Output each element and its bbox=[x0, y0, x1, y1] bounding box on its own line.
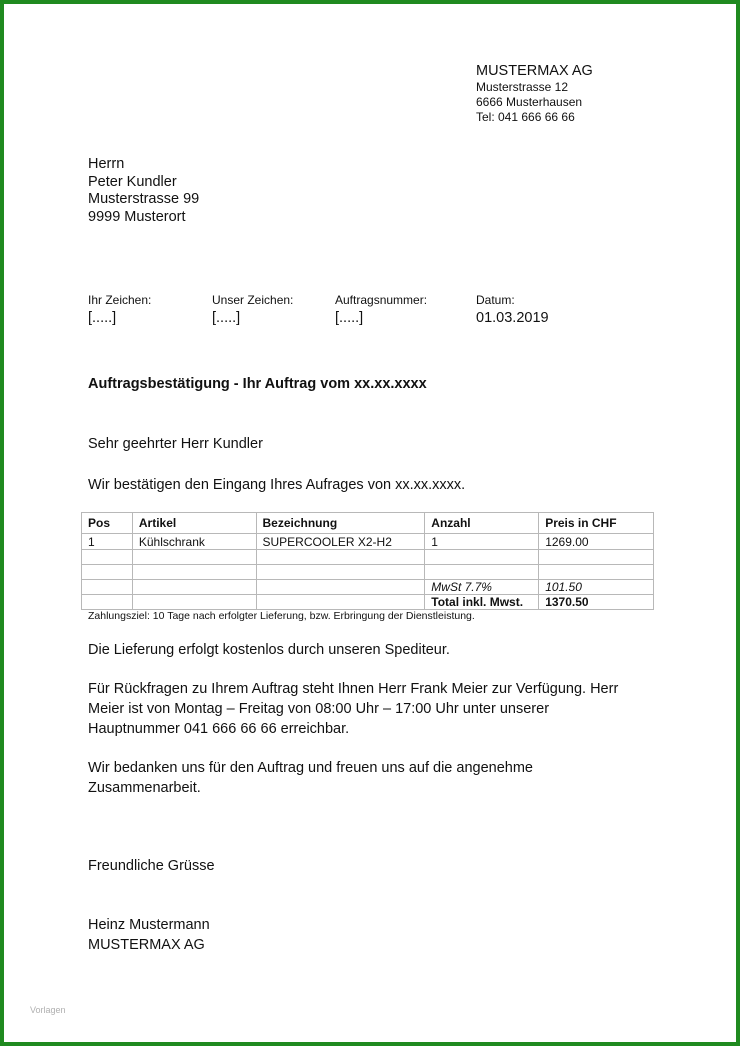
subject-line: Auftragsbestätigung - Ihr Auftrag vom xx.xx.xxxx bbox=[88, 376, 427, 392]
cell-description: SUPERCOOLER X2-H2 bbox=[256, 534, 425, 550]
col-header-price: Preis in CHF bbox=[539, 513, 654, 534]
ref-date: Datum: 01.03.2019 bbox=[476, 293, 549, 326]
table-row bbox=[82, 534, 654, 550]
ref-order-number: Auftragsnummer: [.....] bbox=[335, 293, 428, 326]
ref-our-sign: Unser Zeichen: [.....] bbox=[212, 293, 294, 326]
cell-article: Kühlschrank bbox=[132, 534, 256, 550]
table-header-row bbox=[82, 513, 654, 534]
col-header-pos: Pos bbox=[82, 513, 133, 534]
signature-name: Heinz Mustermann bbox=[88, 917, 210, 933]
total-label: Total inkl. Mwst. bbox=[425, 595, 539, 610]
signature-company: MUSTERMAX AG bbox=[88, 937, 205, 953]
recipient-name: Peter Kundler bbox=[88, 173, 177, 190]
sender-company: MUSTERMAX AG bbox=[476, 63, 593, 79]
contact-paragraph: Für Rückfragen zu Ihrem Auftrag steht Ihnen Herr Frank Meier zur Verfügung. Herr Meier ist von Montag – Freitag von 08:00 Uhr – 17:00 Uhr unter unserer Hauptnummer 041 666 66 66 erreichbar. bbox=[88, 681, 619, 737]
ref-your-sign: Ihr Zeichen: [.....] bbox=[88, 293, 152, 326]
cell-quantity: 1 bbox=[425, 534, 539, 550]
recipient-city: 9999 Musterort bbox=[88, 208, 186, 225]
order-items-table bbox=[81, 512, 654, 610]
intro-text: Wir bestätigen den Eingang Ihres Aufrages von xx.xx.xxxx. bbox=[88, 477, 466, 493]
recipient-street: Musterstrasse 99 bbox=[88, 191, 200, 207]
total-value: 1370.50 bbox=[539, 595, 654, 610]
recipient-address bbox=[88, 156, 199, 226]
sender-city: 6666 Musterhausen bbox=[476, 95, 583, 109]
payment-note: Zahlungsziel: 10 Tage nach erfolgter Lieferung, bzw. Erbringung der Dienstleistung. bbox=[88, 610, 475, 622]
sender-address bbox=[476, 62, 593, 125]
table-row-total bbox=[82, 595, 654, 610]
cell-price: 1269.00 bbox=[539, 534, 654, 550]
table-row-empty bbox=[82, 565, 654, 580]
greeting: Sehr geehrter Herr Kundler bbox=[88, 436, 263, 452]
sender-phone: Tel: 041 666 66 66 bbox=[476, 110, 575, 124]
delivery-text: Die Lieferung erfolgt kostenlos durch unseren Spediteur. bbox=[88, 642, 450, 658]
watermark-text: Vorlagen bbox=[30, 1005, 66, 1015]
col-header-description: Bezeichnung bbox=[256, 513, 425, 534]
table-row-vat bbox=[82, 580, 654, 595]
table-row-empty bbox=[82, 550, 654, 565]
closing: Freundliche Grüsse bbox=[88, 858, 215, 874]
col-header-article: Artikel bbox=[132, 513, 256, 534]
signature bbox=[88, 915, 210, 955]
vat-value: 101.50 bbox=[539, 580, 654, 595]
col-header-quantity: Anzahl bbox=[425, 513, 539, 534]
thanks-paragraph: Wir bedanken uns für den Auftrag und freuen uns auf die angenehme Zusammenarbeit. bbox=[88, 760, 533, 796]
sender-street: Musterstrasse 12 bbox=[476, 80, 569, 94]
recipient-salutation: Herrn bbox=[88, 156, 125, 172]
vat-label: MwSt 7.7% bbox=[425, 580, 539, 595]
cell-pos: 1 bbox=[82, 534, 133, 550]
